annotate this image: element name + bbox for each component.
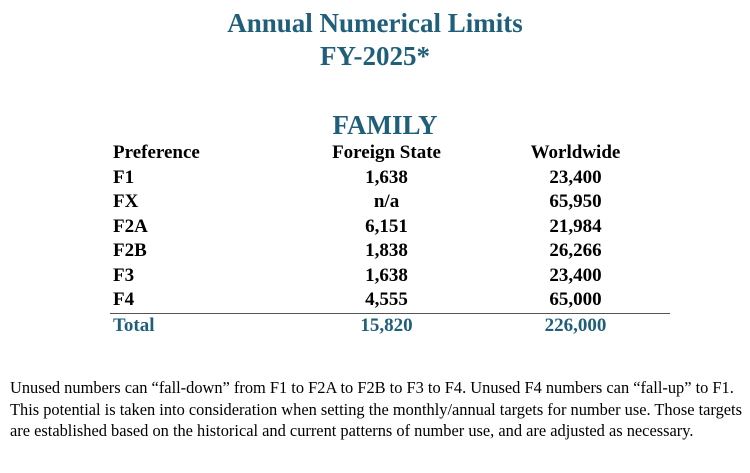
table-row xyxy=(110,264,670,289)
family-limits-table xyxy=(110,141,670,338)
page-title: Annual Numerical Limits xyxy=(227,8,523,38)
table-row xyxy=(110,215,670,240)
foreign-state-cell: 4,555 xyxy=(365,289,408,311)
worldwide-cell: 65,950 xyxy=(549,191,602,213)
worldwide-cell: 23,400 xyxy=(549,166,602,188)
column-header-foreign-state: Foreign State xyxy=(332,142,441,164)
foreign-state-cell: 6,151 xyxy=(365,215,408,237)
preference-cell: F1 xyxy=(113,166,135,188)
worldwide-cell: 23,400 xyxy=(549,264,602,286)
foreign-state-cell: 1,638 xyxy=(365,166,408,188)
preference-cell: F2A xyxy=(113,215,148,237)
table-row xyxy=(110,239,670,264)
preference-cell: F4 xyxy=(113,289,135,311)
table-row xyxy=(110,190,670,215)
footnote-paragraph: Unused numbers can “fall-down” from F1 to F2A to F2B to F3 to F4. Unused F4 numbers can “fall-up” to F1. This potential is taken into consideration when setting the monthly/annual targets for number use. Those targets are established based on the historical and current patterns of number use, and are adjusted as necessary. xyxy=(10,378,742,440)
foreign-state-cell: 1,838 xyxy=(365,240,408,262)
fiscal-year-subtitle: FY-2025* xyxy=(319,41,430,71)
table-header-row xyxy=(110,141,670,166)
column-header-preference: Preference xyxy=(113,142,200,164)
foreign-state-cell: n/a xyxy=(373,191,400,213)
foreign-state-cell: 1,638 xyxy=(365,264,408,286)
preference-cell: F2B xyxy=(113,240,147,262)
total-foreign-state: 15,820 xyxy=(292,313,481,338)
preference-cell: FX xyxy=(113,191,139,213)
column-header-worldwide: Worldwide xyxy=(530,142,621,164)
section-title-family: FAMILY xyxy=(332,110,438,140)
table-row xyxy=(110,288,670,313)
total-worldwide: 226,000 xyxy=(481,313,670,338)
total-label: Total xyxy=(110,313,292,338)
worldwide-cell: 65,000 xyxy=(549,289,602,311)
worldwide-cell: 21,984 xyxy=(549,215,602,237)
preference-cell: F3 xyxy=(113,264,135,286)
table-row xyxy=(110,166,670,191)
total-row xyxy=(110,313,670,338)
worldwide-cell: 26,266 xyxy=(549,240,602,262)
